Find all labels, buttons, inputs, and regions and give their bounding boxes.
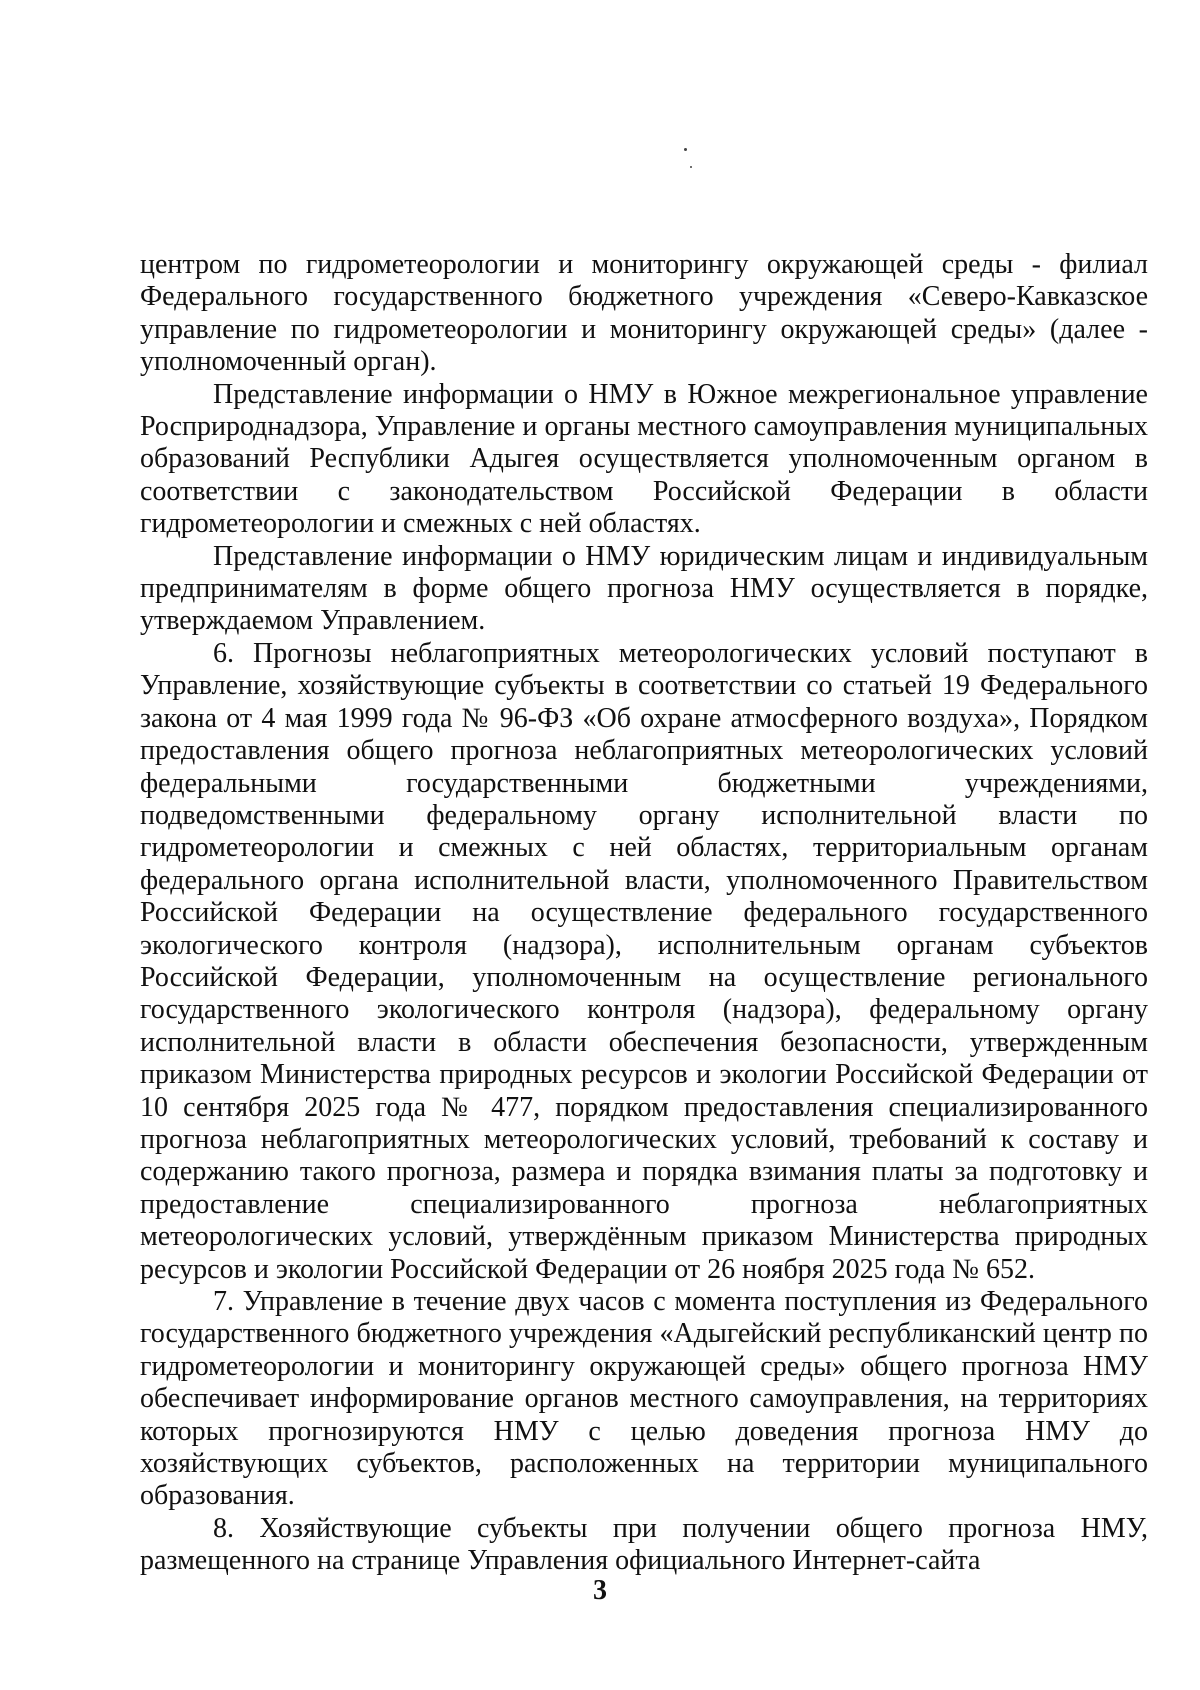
scan-artifact: [690, 166, 692, 168]
paragraph-item-6: 6. Прогнозы неблагоприятных метеорологических условий поступают в Управление, хозяйствующие субъекты в соответствии со статьей 19 Федерального закона от 4 мая 1999 года № 96-ФЗ «Об охране атмосферного воздуха», Порядком предоставления общего прогноза неблагоприятных метеорологических условий федеральными государственными бюджетными учреждениями, подведомственными федеральному органу исполнительной власти по гидрометеорологии и смежных с ней областях, территориальным органам федерального органа исполнительной власти, уполномоченного Правительством Российской Федерации на осуществление федерального государственного экологического контроля (надзора), исполнительным органам субъектов Российской Федерации, уполномоченным на осуществление регионального государственного экологического контроля (надзора), федеральному органу исполнительной власти в области обеспечения безопасности, утвержденным приказом Министерства природных ресурсов и экологии Российской Федерации от 10 сентября 2025 года № 477, порядком предоставления специализированного прогноза неблагоприятных метеорологических условий, требований к составу и содержанию такого прогноза, размера и порядка взимания платы за подготовку и предоставление специализированного прогноза неблагоприятных метеорологических условий, утверждённым приказом Министерства природных ресурсов и экологии Российской Федерации от 26 ноября 2025 года № 652.: [140, 637, 1148, 1285]
paragraph-item-8: 8. Хозяйствующие субъекты при получении общего прогноза НМУ, размещенного на странице Управления официального Интернет-сайта: [140, 1512, 1148, 1577]
paragraph-information-authorities: Представление информации о НМУ в Южное межрегиональное управление Росприроднадзора, Управление и органы местного самоуправления муниципальных образований Республики Адыгея осуществляется уполномоченным органом в соответствии с законодательством Российской Федерации в области гидрометеорологии и смежных с ней областях.: [140, 378, 1148, 540]
paragraph-continuation: центром по гидрометеорологии и мониторингу окружающей среды - филиал Федерального государственного бюджетного учреждения «Северо-Кавказское управление по гидрометеорологии и мониторингу окружающей среды» (далее - уполномоченный орган).: [140, 249, 1148, 378]
document-body: [140, 249, 1148, 1578]
page-number: 3: [593, 1575, 607, 1606]
scan-artifact: [684, 148, 687, 151]
paragraph-item-7: 7. Управление в течение двух часов с момента поступления из Федерального государственного бюджетного учреждения «Адыгейский республиканский центр по гидрометеорологии и мониторингу окружающей среды» общего прогноза НМУ обеспечивает информирование органов местного самоуправления, на территориях которых прогнозируются НМУ с целью доведения прогноза НМУ до хозяйствующих субъектов, расположенных на территории муниципального образования.: [140, 1286, 1148, 1512]
paragraph-information-legal-entities: Представление информации о НМУ юридическим лицам и индивидуальным предпринимателям в форме общего прогноза НМУ осуществляется в порядке, утверждаемом Управлением.: [140, 540, 1148, 637]
